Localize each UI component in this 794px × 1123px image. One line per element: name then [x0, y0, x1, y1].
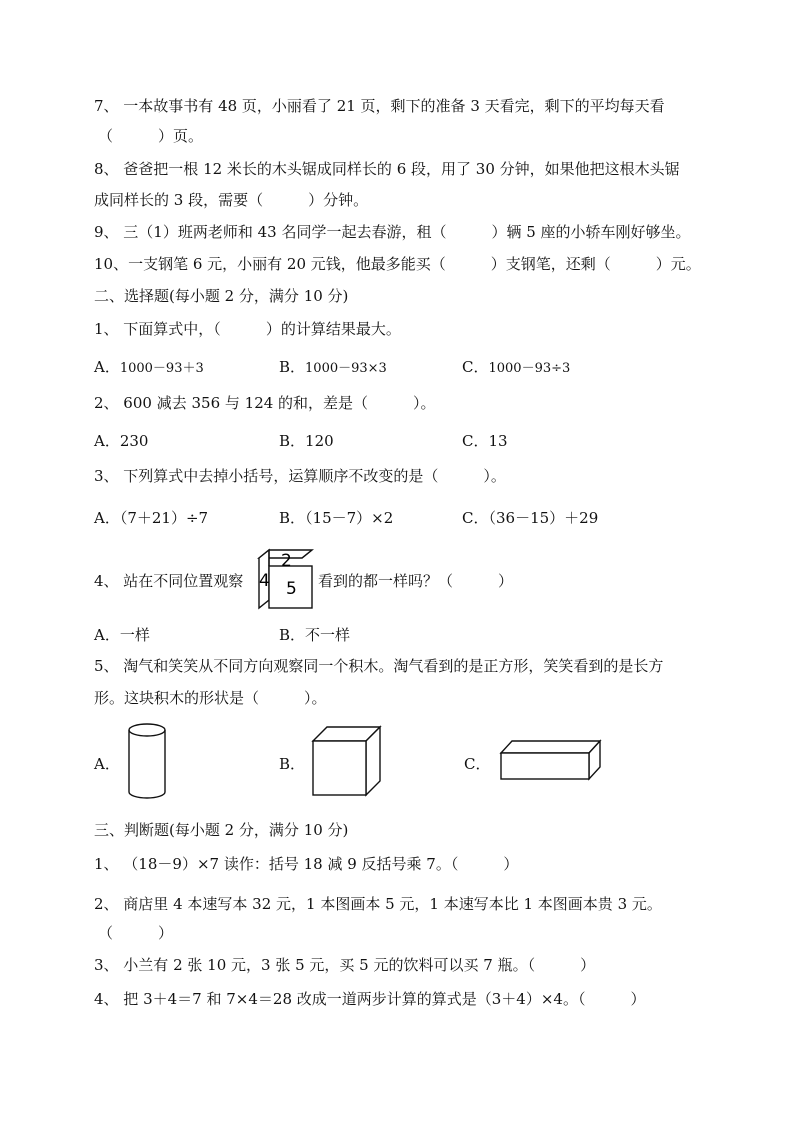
choice-5-option-c: C．: [464, 755, 491, 773]
question-9: 9、 三（1）班两老师和 43 名同学一起去春游，租（ ）辆 5 座的小轿车刚好够坐。: [94, 223, 691, 241]
choice-5-option-a: A．: [94, 755, 120, 773]
option-expression: 1000－93×3: [305, 361, 387, 376]
judge-1: 1、 （18－9）×7 读作：括号 18 减 9 反括号乘 7。（ ）: [94, 855, 519, 873]
choice-5-option-b: B．: [279, 755, 306, 773]
choice-1-option-a: [94, 357, 204, 379]
cuboid-figure: [500, 740, 604, 782]
choice-2-stem: 2、 600 减去 356 与 124 的和，差是（ ）。: [94, 394, 436, 412]
question-10: 10、一支钢笔 6 元，小丽有 20 元钱，他最多能买（ ）支钢笔，还剩（ ）元。: [94, 255, 701, 273]
cylinder-figure: [126, 722, 170, 802]
option-letter: A．: [94, 358, 120, 376]
choice-5-line1: 5、 淘气和笑笑从不同方向观察同一个积木。淘气看到的是正方形，笑笑看到的是长方: [94, 657, 664, 675]
cube-top-number: 2: [281, 551, 292, 571]
choice-3-option-a: A．（7＋21）÷7: [94, 509, 209, 527]
choice-3-option-b: B．（15－7）×2: [279, 509, 394, 527]
question-8-line2: 成同样长的 3 段，需要（ ）分钟。: [94, 191, 369, 209]
judge-4: 4、 把 3＋4＝7 和 7×4＝28 改成一道两步计算的算式是（3＋4）×4。（ ）: [94, 990, 646, 1008]
option-expression: 1000－93＋3: [119, 361, 204, 376]
judge-2-line2: （ ）: [98, 924, 174, 942]
choice-2-option-a: A．230: [94, 432, 149, 450]
section-2-heading: 二、选择题(每小题 2 分，满分 10 分): [94, 287, 349, 305]
choice-1-stem: 1、 下面算式中，（ ）的计算结果最大。: [94, 320, 401, 338]
choice-3-option-c: C．（36－15）＋29: [462, 509, 599, 527]
choice-1-option-b: [279, 357, 387, 379]
cube-front-number: 5: [286, 579, 297, 599]
judge-2-line1: 2、 商店里 4 本速写本 32 元，1 本图画本 5 元，1 本速写本比 1 本图画本贵 3 元。: [94, 895, 662, 913]
numbered-cube-figure: [256, 548, 316, 612]
choice-2-option-c: C．13: [462, 432, 508, 450]
cube-left-number: 4: [259, 571, 270, 591]
choice-3-stem: 3、 下列算式中去掉小括号，运算顺序不改变的是（ ）。: [94, 467, 506, 485]
choice-1-option-c: [462, 357, 570, 379]
option-letter: B．: [279, 358, 306, 376]
choice-4-option-b: B．不一样: [279, 626, 351, 644]
question-7-line1: 7、 一本故事书有 48 页，小丽看了 21 页，剩下的准备 3 天看完，剩下的平均每天看: [94, 97, 665, 115]
judge-3: 3、 小兰有 2 张 10 元，3 张 5 元，买 5 元的饮料可以买 7 瓶。（ ）: [94, 956, 596, 974]
option-letter: C．: [462, 358, 489, 376]
choice-4-stem-before: 4、 站在不同位置观察: [94, 572, 244, 590]
question-8-line1: 8、 爸爸把一根 12 米长的木头锯成同样长的 6 段，用了 30 分钟，如果他把这根木头锯: [94, 160, 680, 178]
choice-4-option-a: A．一样: [94, 626, 150, 644]
option-expression: 1000－93÷3: [488, 361, 571, 376]
choice-2-option-b: B．120: [279, 432, 334, 450]
choice-4-stem-after: 看到的都一样吗？（ ）: [318, 572, 514, 590]
section-3-heading: 三、判断题(每小题 2 分，满分 10 分): [94, 821, 349, 839]
question-7-line2: （ ）页。: [98, 127, 204, 145]
cube-figure: [312, 726, 384, 798]
choice-5-line2: 形。这块积木的形状是（ ）。: [94, 689, 327, 707]
